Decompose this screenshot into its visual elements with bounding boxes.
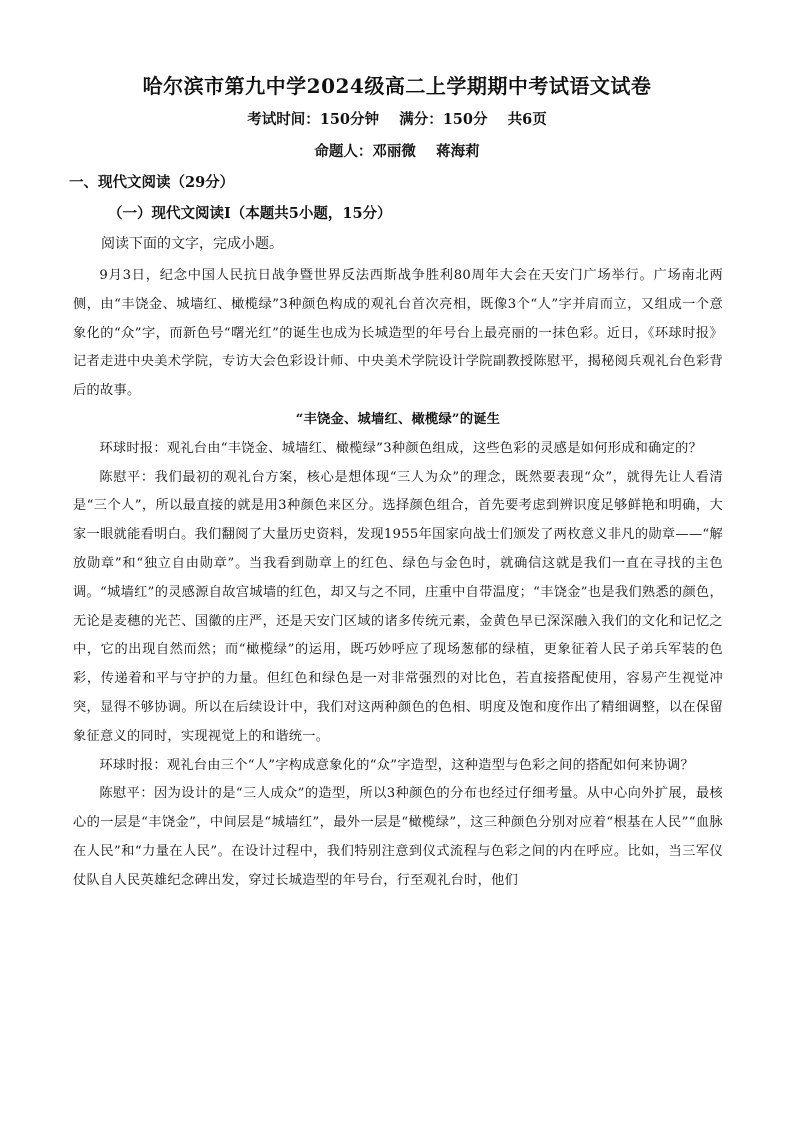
exam-title: 哈尔滨市第九中学2024级高二上学期期中考试语文试卷	[142, 74, 652, 98]
interview-question-2: 环球时报：观礼台由三个“人”字构成意象化的“众”字造型，这种造型与色彩之间的搭配如何来协调？	[99, 757, 695, 773]
interview-answer-2: 陈慰平：因为设计的是“三人成众”的造型，所以3种颜色的分布也经过仔细考量。从中心向外扩展，最核心的一层是“丰饶金”，中间层是“城墙红”，最外一层是“橄榄绿”，这三种颜色分别对应着“根基在人民”“血脉在人民”和“力量在人民”。在设计过程中，我们特别注意到仪式流程与色彩之间的内在呼应。比如，当三军仪仗队自人民英雄纪念碑出发，穿过长城造型的年号台，行至观礼台时，他们	[73, 786, 723, 888]
section-heading: 一、现代文阅读（29分）	[69, 174, 235, 191]
reading-instruction: 阅读下面的文字，完成小题。	[101, 236, 283, 252]
interview-answer-1: 陈慰平：我们最初的观礼台方案，核心是想体现“三人为众”的理念，既然要表现“众”，就得先让人看清是“三个人”，所以最直接的就是用3种颜色来区分。选择颜色组合，首先要考虑到辨识度足够鲜艳和明确，大家一眼就能看明白。我们翻阅了大量历史资料，发现1955年国家向战士们颁发了两枚意义非凡的勋章——“解放勋章”和“独立自由勋章”。当我看到勋章上的红色、绿色与金色时，就确信这就是我们一直在寻找的主色调。“城墙红”的灵感源自故宫城墙的红色，却又与之不同，庄重中自带温度；“丰饶金”也是我们熟悉的颜色，无论是麦穗的光芒、国徽的庄严，还是天安门区域的诸多传统元素，金黄色早已深深融入我们的文化和记忆之中，它的出现自然而然；而“橄榄绿”的运用，既巧妙呼应了现场葱郁的绿植，更象征着人民子弟兵军装的色彩，传递着和平与守护的力量。但红色和绿色是一对非常强烈的对比色，若直接搭配使用，容易产生视觉冲突，显得不够协调。所以在后续设计中，我们对这两种颜色的色相、明度及饱和度作出了精细调整，以在保留象征意义的同时，实现视觉上的和谐统一。	[73, 469, 723, 744]
reading-passage	[73, 262, 723, 896]
subsection-heading: （一）现代文阅读I（本题共5小题，15分）	[108, 205, 392, 222]
exam-meta: 考试时间：150分钟 满分：150分 共6页	[247, 111, 547, 128]
exam-authors: 命题人：邓丽微 蒋海莉	[314, 143, 480, 160]
passage-heading: “丰饶金、城墙红、橄榄绿”的诞生	[295, 411, 501, 427]
interview-question-1: 环球时报：观礼台由“丰饶金、城墙红、橄榄绿”3种颜色组成，这些色彩的灵感是如何形成和确定的？	[99, 440, 703, 456]
passage-intro: 9月3日，纪念中国人民抗日战争暨世界反法西斯战争胜利80周年大会在天安门广场举行。广场南北两侧，由“丰饶金、城墙红、橄榄绿”3种颜色构成的观礼台首次亮相，既像3个“人”字并肩而立，又组成一个意象化的“众”字，而新色号“曙光红”的诞生也成为长城造型的年号台上最亮丽的一抹色彩。近日，《环球时报》记者走进中央美术学院，专访大会色彩设计师、中央美术学院设计学院副教授陈慰平，揭秘阅兵观礼台色彩背后的故事。	[73, 268, 723, 399]
